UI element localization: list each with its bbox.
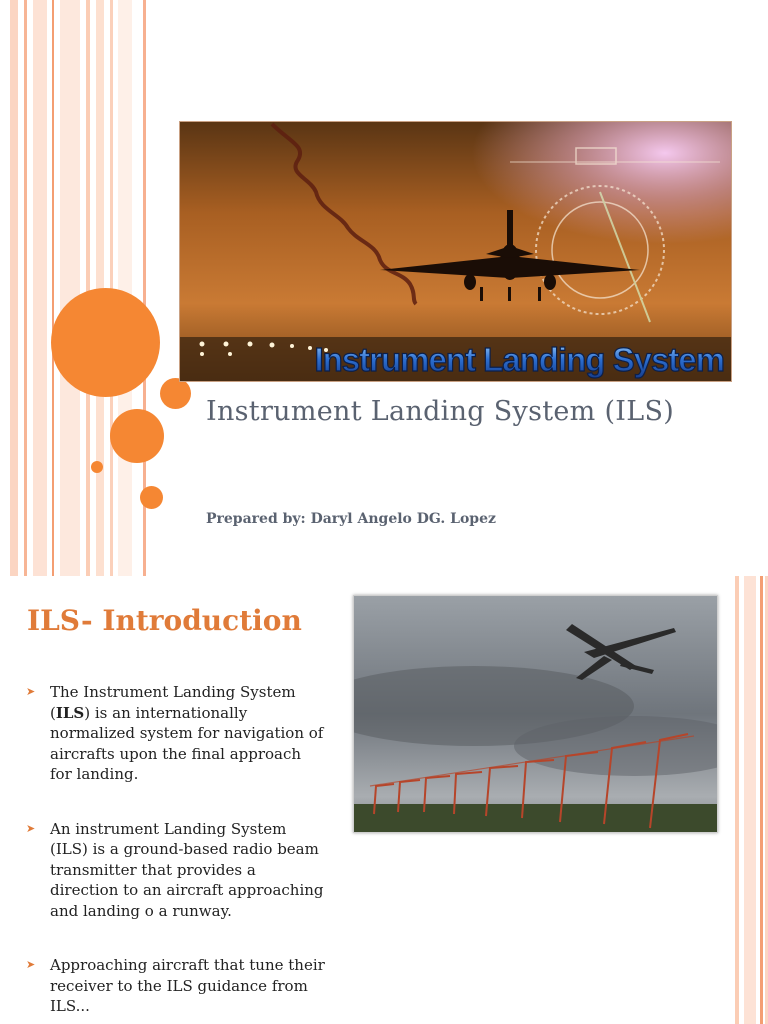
decorative-stripe [760, 576, 763, 1024]
bullet-arrow-icon: ➤ [26, 958, 36, 971]
decorative-stripe [24, 0, 27, 576]
bullet-item: ➤ Approaching aircraft that tune their receiver to the ILS guidance from ILS... [26, 956, 325, 1015]
ils-antenna-photo [353, 595, 718, 833]
decorative-stripe [744, 576, 756, 1024]
decorative-circle [91, 461, 103, 473]
slide-title: Instrument Landing System (ILS) [206, 396, 675, 427]
decorative-stripe [33, 0, 47, 576]
decorative-stripe [735, 576, 739, 1024]
decorative-stripe [118, 0, 132, 576]
decorative-stripe [10, 0, 18, 576]
section-title: ILS- Introduction [27, 604, 302, 637]
decorative-circle [51, 288, 160, 397]
decorative-circle [160, 378, 191, 409]
bullet-arrow-icon: ➤ [26, 821, 36, 835]
decorative-circle [110, 409, 164, 463]
decorative-circle [140, 486, 163, 509]
ils-abbreviation: ILS [55, 703, 85, 722]
grass-field [354, 804, 717, 832]
bullet-item: ➤ An instrument Landing System (ILS) is a ground-based radio beam transmitter that provides a direction to an aircraft approaching and landing o a runway. [26, 819, 324, 920]
decorative-stripe [60, 0, 80, 576]
decorative-stripe [52, 0, 54, 576]
presenter-credit: Prepared by: Daryl Angelo DG. Lopez [206, 511, 496, 527]
ils-banner-image [179, 121, 732, 382]
decorative-stripe [86, 0, 90, 576]
introduction-slide [0, 576, 768, 1024]
bullet-list [26, 682, 326, 1024]
bullet-item: ➤ The Instrument Landing System (ILS) is an internationally normalized system for navigation of aircrafts upon the final approach for landing. [26, 683, 324, 783]
bullet-arrow-icon: ➤ [26, 685, 36, 698]
banner-text: Instrument Landing System [314, 341, 724, 378]
